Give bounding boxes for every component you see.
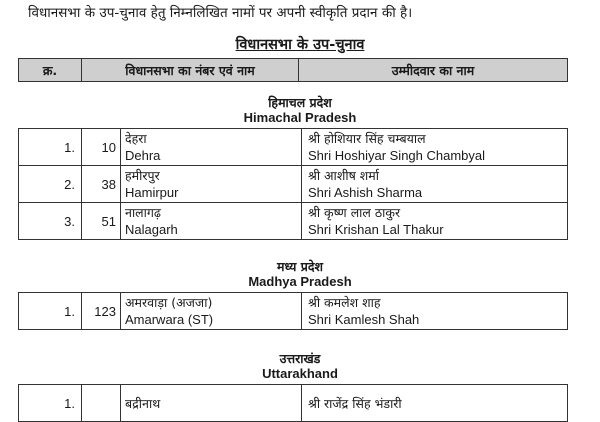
constituency-cell	[121, 385, 302, 422]
candidate-name-hindi: श्री आशीष शर्मा	[308, 168, 379, 183]
constituency-name-english: Amarwara (ST)	[125, 312, 214, 327]
serial-number: 3.	[19, 203, 82, 240]
constituency-name-hindi: नालागढ़	[125, 205, 161, 220]
table-row	[19, 385, 568, 422]
constituency-name-hindi: अमरवाड़ा (अजजा)	[125, 295, 213, 310]
table-row	[19, 166, 568, 203]
serial-number: 2.	[19, 166, 82, 203]
table-row	[19, 129, 568, 166]
intro-text: विधानसभा के उप-चुनाव हेतु निम्नलिखित नामों पर अपनी स्वीकृति प्रदान की है।	[28, 5, 413, 21]
table-row	[19, 293, 568, 330]
constituency-cell	[121, 166, 302, 203]
candidate-name-english: Shri Kamlesh Shah	[308, 312, 420, 327]
constituency-number: 10	[82, 129, 121, 166]
table-row	[19, 203, 568, 240]
constituency-cell	[121, 129, 302, 166]
state-name-english: Uttarakhand	[262, 366, 338, 381]
candidate-cell	[302, 203, 568, 240]
state-name-hindi: उत्तराखंड	[279, 351, 321, 366]
candidate-cell	[302, 293, 568, 330]
candidate-name-hindi: श्री राजेंद्र सिंह भंडारी	[308, 395, 402, 411]
constituency-name-hindi: देहरा	[125, 131, 147, 146]
constituency-number: 51	[82, 203, 121, 240]
state-name-english: Himachal Pradesh	[243, 110, 357, 125]
constituency-name-hindi: बद्रीनाथ	[125, 395, 161, 411]
header-candidate: उम्मीदवार का नाम	[299, 59, 568, 82]
candidate-table-himachal	[18, 128, 568, 240]
constituency-name-english: Hamirpur	[125, 185, 179, 200]
page-title: विधानसभा के उप-चुनाव	[235, 37, 365, 53]
candidate-name-english: Shri Krishan Lal Thakur	[308, 222, 444, 237]
candidate-cell	[302, 385, 568, 422]
candidate-table-uttarakhand	[18, 384, 568, 422]
state-name-english: Madhya Pradesh	[248, 274, 352, 289]
candidate-name-hindi: श्री कृष्ण लाल ठाकुर	[308, 205, 401, 220]
serial-number: 1.	[19, 129, 82, 166]
constituency-name-hindi: हमीरपुर	[125, 168, 160, 183]
candidate-table-madhya-pradesh	[18, 292, 568, 330]
table-header	[18, 58, 568, 82]
serial-number: 1.	[19, 293, 82, 330]
state-name-hindi: मध्य प्रदेश	[276, 259, 324, 274]
header-constituency: विधानसभा का नंबर एवं नाम	[82, 59, 299, 82]
constituency-number: 123	[82, 293, 121, 330]
header-serial: क्र.	[19, 59, 82, 82]
constituency-name-english: Dehra	[125, 148, 161, 163]
constituency-number: 38	[82, 166, 121, 203]
candidate-cell	[302, 166, 568, 203]
constituency-cell	[121, 203, 302, 240]
constituency-name-english: Nalagarh	[125, 222, 178, 237]
candidate-name-hindi: श्री कमलेश शाह	[308, 295, 381, 310]
constituency-cell	[121, 293, 302, 330]
candidate-cell	[302, 129, 568, 166]
constituency-number	[82, 385, 121, 422]
candidate-name-english: Shri Ashish Sharma	[308, 185, 423, 200]
candidate-name-hindi: श्री होशियार सिंह चम्बयाल	[308, 131, 426, 146]
state-name-hindi: हिमाचल प्रदेश	[268, 95, 332, 110]
serial-number: 1.	[19, 385, 82, 422]
candidate-name-english: Shri Hoshiyar Singh Chambyal	[308, 148, 486, 163]
